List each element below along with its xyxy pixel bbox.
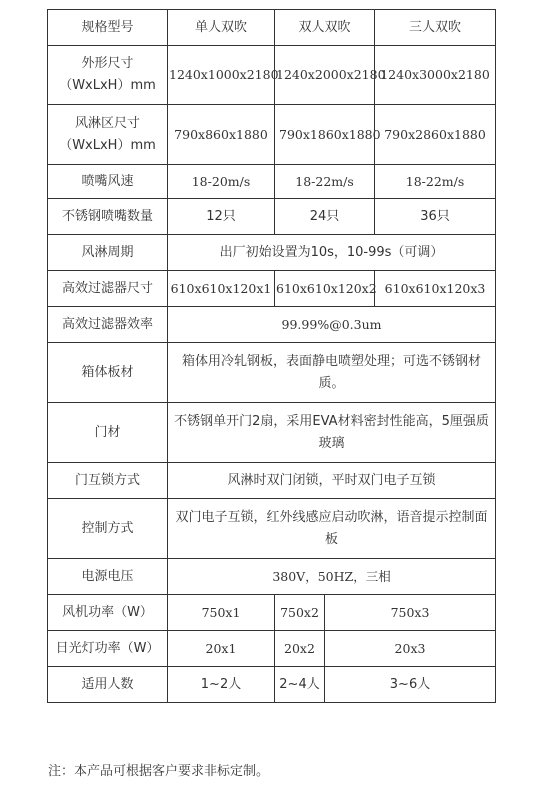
cell-value: 1240x1000x2180 — [168, 46, 275, 105]
cell-value: 18-22m/s — [375, 165, 496, 199]
cell-value: 750x2 — [275, 595, 325, 631]
cell-value: 箱体用冷轧钢板，表面静电喷塑处理；可选不锈钢材质。 — [168, 343, 496, 403]
cell-value: 20x3 — [325, 631, 496, 667]
cell-value: 双门电子互锁，红外线感应启动吹淋，语音提示控制面板 — [168, 499, 496, 559]
table-row — [48, 463, 496, 499]
header-model: 规格型号 — [48, 10, 168, 46]
cell-value: 610x610x120x3 — [375, 271, 496, 307]
cell-value: 20x2 — [275, 631, 325, 667]
cell-value: 18-20m/s — [168, 165, 275, 199]
cell-value: 750x1 — [168, 595, 275, 631]
table-row — [48, 595, 496, 631]
row-label-shower-area: 风淋区尺寸（WxLxH）mm — [48, 105, 168, 165]
row-label-cabinet: 箱体板材 — [48, 343, 168, 403]
table-row — [48, 307, 496, 343]
header-single: 单人双吹 — [168, 10, 275, 46]
header-double: 双人双吹 — [275, 10, 375, 46]
cell-value: 风淋时双门闭锁，平时双门电子互锁 — [168, 463, 496, 499]
cell-value: 1~2人 — [168, 667, 275, 703]
cell-value: 1240x3000x2180 — [375, 46, 496, 105]
row-label-control: 控制方式 — [48, 499, 168, 559]
cell-value: 790x860x1880 — [168, 105, 275, 165]
table-row — [48, 199, 496, 235]
row-label-persons: 适用人数 — [48, 667, 168, 703]
cell-value: 1240x2000x2180 — [275, 46, 375, 105]
table-row — [48, 271, 496, 307]
spec-table — [47, 9, 496, 703]
table-row — [48, 667, 496, 703]
cell-value: 36只 — [375, 199, 496, 235]
row-label-power: 电源电压 — [48, 559, 168, 595]
footnote: 注：本产品可根据客户要求非标定制。 — [48, 764, 270, 779]
table-row — [48, 165, 496, 199]
cell-value: 790x2860x1880 — [375, 105, 496, 165]
table-row — [48, 499, 496, 559]
cell-value: 3~6人 — [325, 667, 496, 703]
table-row — [48, 10, 496, 46]
cell-value: 出厂初始设置为10s，10-99s（可调） — [168, 235, 496, 271]
row-label-filter-size: 高效过滤器尺寸 — [48, 271, 168, 307]
cell-value: 380V，50HZ，三相 — [168, 559, 496, 595]
cell-value: 610x610x120x2 — [275, 271, 375, 307]
table-row — [48, 46, 496, 105]
cell-value: 750x3 — [325, 595, 496, 631]
cell-value: 99.99%@0.3um — [168, 307, 496, 343]
header-triple: 三人双吹 — [375, 10, 496, 46]
table-row — [48, 559, 496, 595]
cell-value: 610x610x120x1 — [168, 271, 275, 307]
cell-value: 20x1 — [168, 631, 275, 667]
cell-value: 24只 — [275, 199, 375, 235]
row-label-cycle: 风淋周期 — [48, 235, 168, 271]
row-label-dimensions: 外形尺寸（WxLxH）mm — [48, 46, 168, 105]
row-label-nozzle-count: 不锈钢喷嘴数量 — [48, 199, 168, 235]
table-row — [48, 105, 496, 165]
row-label-nozzle-speed: 喷嘴风速 — [48, 165, 168, 199]
cell-value: 不锈钢单开门2扇，采用EVA材料密封性能高，5厘强质玻璃 — [168, 403, 496, 463]
row-label-fan: 风机功率（W） — [48, 595, 168, 631]
table-row — [48, 403, 496, 463]
row-label-door: 门材 — [48, 403, 168, 463]
row-label-lamp: 日光灯功率（W） — [48, 631, 168, 667]
cell-value: 18-22m/s — [275, 165, 375, 199]
table-row — [48, 343, 496, 403]
cell-value: 2~4人 — [275, 667, 325, 703]
cell-value: 12只 — [168, 199, 275, 235]
table-row — [48, 631, 496, 667]
cell-value: 790x1860x1880 — [275, 105, 375, 165]
table-row — [48, 235, 496, 271]
row-label-interlock: 门互锁方式 — [48, 463, 168, 499]
row-label-filter-eff: 高效过滤器效率 — [48, 307, 168, 343]
